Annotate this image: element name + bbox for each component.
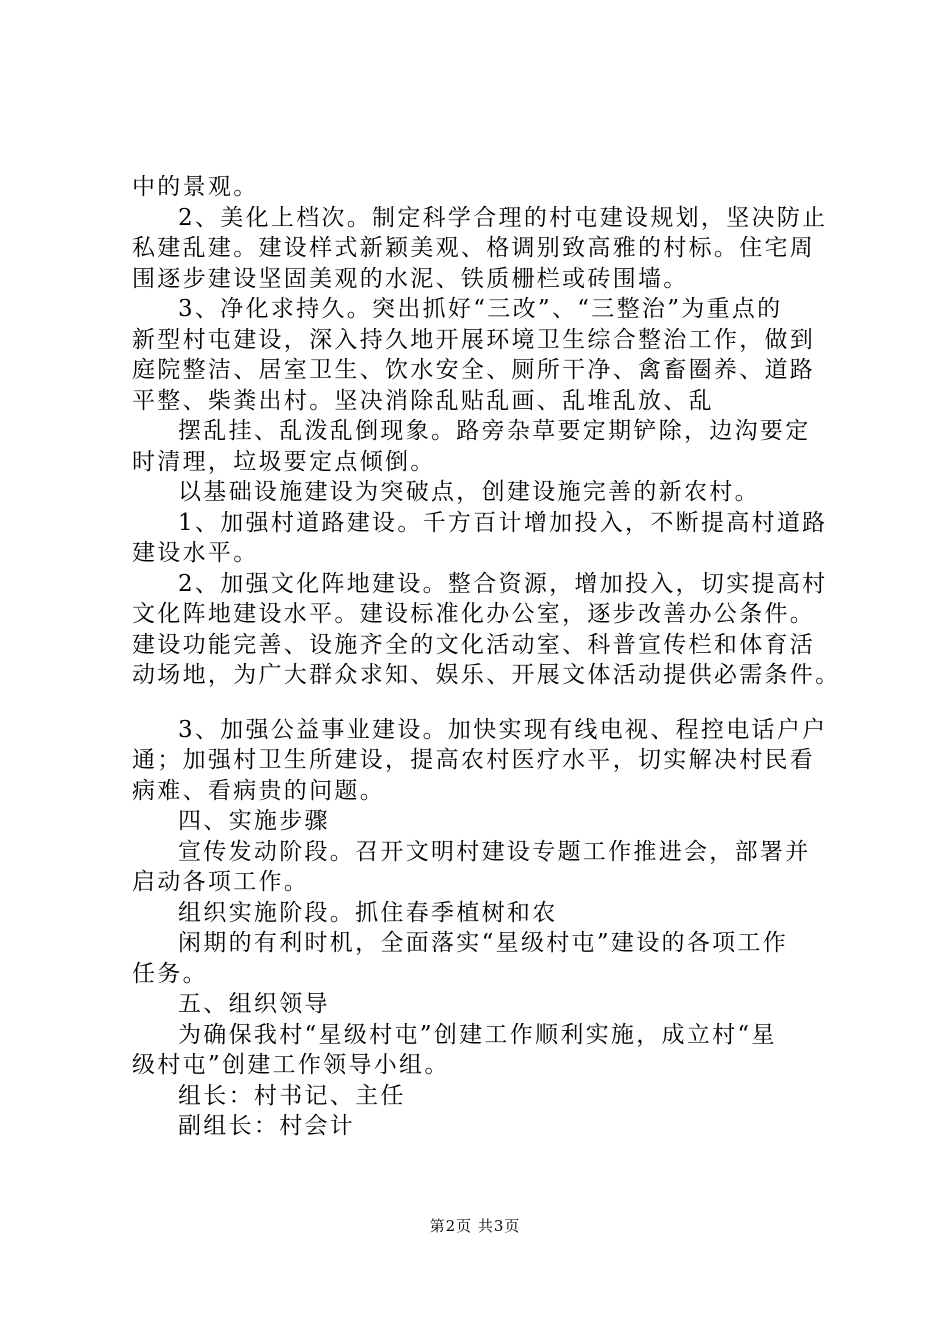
text-line: 1、加强村道路建设。千方百计增加投入，不断提高村道路: [178, 509, 828, 536]
text-line: 建设水平。: [132, 540, 259, 566]
text-line: 为确保我村“星级村屯”创建工作顺利实施，成立村“星: [178, 1021, 777, 1048]
document-body: [132, 172, 852, 1142]
text-line: 2、加强文化阵地建设。整合资源，增加投入，切实提高村: [178, 570, 828, 597]
text-line: 副组长：村会计: [178, 1113, 356, 1139]
text-line: 闲期的有利时机，全面落实“星级村屯”建设的各项工作: [178, 930, 789, 956]
text-line: 任务。: [132, 960, 208, 987]
text-line: 中的景观。: [132, 174, 259, 200]
text-line: 组织实施阶段。抓住春季植树和农: [178, 899, 558, 926]
text-line: 摆乱挂、乱泼乱倒现象。路旁杂草要定期铲除，边沟要定: [178, 418, 811, 444]
text-line: 3、加强公益事业建设。加快实现有线电视、程控电话户户: [178, 716, 828, 743]
text-line: 动场地，为广大群众求知、娱乐、开展文体活动提供必需条件。: [132, 662, 841, 688]
text-line: 组长：村书记、主任: [178, 1082, 406, 1109]
text-line: 级村屯”创建工作领导小组。: [132, 1052, 450, 1078]
section-heading: 五、组织领导: [178, 991, 330, 1017]
text-line: 病难、看病贵的问题。: [132, 777, 385, 804]
page-number-footer: 第2页 共3页: [429, 1217, 521, 1235]
text-line: 围逐步建设坚固美观的水泥、铁质栅栏或砖围墙。: [132, 265, 689, 292]
text-line: 庭院整洁、居室卫生、饮水安全、厕所干净、禽畜圈养、道路: [132, 357, 816, 383]
text-line: 新型村屯建设，深入持久地开展环境卫生综合整治工作，做到: [132, 326, 816, 353]
text-line: 时清理，垃圾要定点倾倒。: [132, 448, 436, 475]
paragraph-gap: [132, 691, 852, 715]
text-line: 启动各项工作。: [132, 869, 310, 895]
text-line: 通；加强村卫生所建设，提高农村医疗水平，切实解决村民看: [132, 747, 816, 773]
text-line: 宣传发动阶段。召开文明村建设专题工作推进会，部署并: [178, 838, 811, 865]
text-line: 平整、柴粪出村。坚决消除乱贴乱画、乱堆乱放、乱: [132, 387, 714, 414]
text-line: 3、净化求持久。突出抓好“三改”、“三整治”为重点的: [178, 296, 783, 322]
text-line: 文化阵地建设水平。建设标准化办公室，逐步改善办公条件。: [132, 601, 816, 627]
text-line: 私建乱建。建设样式新颖美观、格调别致高雅的村标。住宅周: [132, 235, 816, 261]
text-line: 2、美化上档次。制定科学合理的村屯建设规划，坚决防止: [178, 204, 828, 231]
text-line: 以基础设施建设为突破点，创建设施完善的新农村。: [178, 479, 760, 505]
section-heading: 四、实施步骤: [178, 808, 330, 834]
text-line: 建设功能完善、设施齐全的文化活动室、科普宣传栏和体育活: [132, 631, 816, 658]
